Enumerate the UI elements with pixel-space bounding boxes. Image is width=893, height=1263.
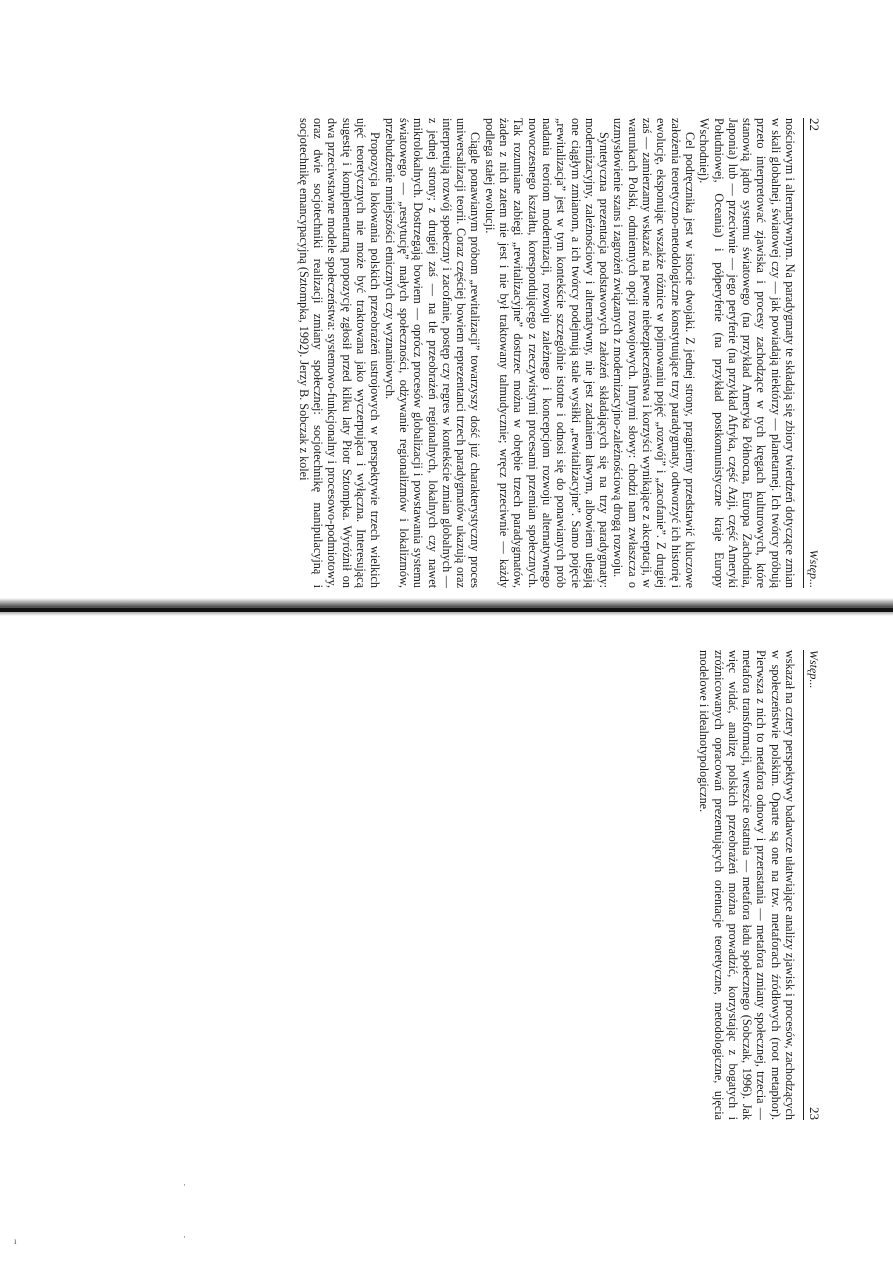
right-page	[697, 650, 822, 1120]
left-page	[297, 118, 822, 588]
scan-speck: ·	[183, 1180, 186, 1190]
right-paragraph-1: wskazał na cztery perspektywy badawcze ułatwiające analizy zjawisk i procesów, zachodzących w społeczeństwie polskim. Oparte są one na tzw. metaforach źródłowych (root metaphor). Pierwsza z nich to metafora odnowy i przerastania — metafora zmiany społecznej, trzecia — metafora transformacji, wreszcie ostatnia — metafora ładu społecznego (Sobczak, 1996). Jak więc widać, analizę polskich przeobrażeń można prowadzić, korzystając z bogatych i zróżnicowanych opracowań prezentujących orientacje teoretyczne, metodologiczne, ujęcia modelowe i idealnotypologiczne.	[697, 650, 797, 1120]
right-page-body	[697, 650, 797, 1120]
left-page-body	[297, 118, 797, 588]
left-running-title: Wstęp...	[807, 549, 821, 588]
left-paragraph-5: Propozycja lokowania polskich przeobrażeń ustrojowych w perspektywie trzech wielkich ujęć teoretycznych nie może być traktowana jako wyczerpująca i wyłączna. Interesującą sugestię i komplementarną propozycję zgłosił przed kilku laty Piotr Sztompka. Wyróżnił on dwa przeciwstawne modele społeczeństwa: systemowo-funkcjonalny i procesowo-podmiotowy, oraz dwie socjotechniki realizacji zmiany społecznej: socjotechnikę manipulacyjną i socjotechnikę emancypacyjną (Sztompka, 1992). Jerzy B. Sobczak z kolei	[296, 118, 383, 588]
left-paragraph-1: nościowym i alternatywnym. Na paradygmaty te składają się zbiory twierdzeń dotyczące zmian w skali globalnej, światowej czy — jak powiadają niektórzy — planetarnej. Ich twórcy próbują przeto interpretować zjawiska i procesy zachodzące w tych kręgach kulturowych, które stanowią jądro systemu światowego (na przykład Ameryka Północna, Europa Zachodnia, Japonia) lub — przeciwnie — jego peryferie (na przykład Afryka, część Azji, część Ameryki Południowej, Oceania) i półperyferie (na przykład postkomunistyczne kraje Europy Wschodniej).	[697, 118, 797, 588]
left-paragraph-3: Syntetyczna prezentacja podstawowych założeń składających się na trzy paradygmaty: modernizacyjny, zależnościowy i alternatywny, nie jest zadaniem łatwym, albowiem ulegają one ciągłym zmianom, a ich twórcy podejmują stale wysiłki „rewitalizacyjne”. Samo pojęcie „rewitalizacja” jest w tym kontekście szczególnie istotne i odnosi się do ponawianych prób nadania teoriom modernizacji, rozwoju zależnego i koncepcjom rozwoju alternatywnego nowoczesnego kształtu, korespondującego z rzeczywistymi procesami przemian społecznych. Tak rozumiane zabiegi „rewitalizacyjne” dostrzec można w obrębie trzech paradygmatów, żaden z nich zatem nie jest i nie był traktowany talmudycznie; wręcz przeciwnie — każdy podlega stałej ewolucji.	[482, 118, 612, 588]
page-gutter-edge	[0, 608, 893, 612]
scan-speck: ı	[14, 1236, 17, 1246]
right-page-number: 23	[807, 1107, 822, 1120]
left-page-header	[803, 118, 822, 588]
right-running-title: Wstęp...	[807, 650, 821, 689]
right-page-header	[803, 650, 822, 1120]
left-page-number: 22	[807, 118, 822, 131]
page-gutter-shadow	[0, 598, 893, 616]
left-paragraph-2: Cel podręcznika jest w istocie dwojaki. Z jednej strony, pragniemy przedstawić kluczowe założenia teoretyczno-metodologiczne konstytuujące trzy paradygmaty, odtworzyć ich historię i ewolucję, eksponując wszakże różnice w pojmowaniu pojęć „rozwój” i „zacofanie”. Z drugiej zaś — zamierzamy wskazać na pewne niebezpieczeństwa i korzyści wynikające z akceptacji, w warunkach Polski, odmiennych opcji rozwojowych. Innymi słowy: chodzi nam zwłaszcza o uzmysłowienie szans i zagrożeń związanych z modernizacyjno-zależnościową drogą rozwoju.	[611, 118, 697, 588]
scan-speck: ·	[183, 1232, 186, 1242]
left-paragraph-4: Ciągle ponawianym próbom „rewitalizacji” towarzyszy dość już charakterystyczny proces uniwersalizacji teorii. Coraz częściej bowiem reprezentanci trzech paradygmatów ukazują oraz interpretują rozwój społeczny i zacofanie, postęp czy regres w kontekście zmian globalnych — z jednej strony; z drugiej zaś — na tle przeobrażeń regionalnych, lokalnych czy nawet mikrolokalnych. Dostrzegają bowiem — oprócz procesów globalizacji i powstawania systemu światowego — „restytucję” małych społeczności, odżywanie regionalizmów i lokalizmów, przebudzenie mniejszości etnicznych czy wyznaniowych.	[382, 118, 483, 588]
